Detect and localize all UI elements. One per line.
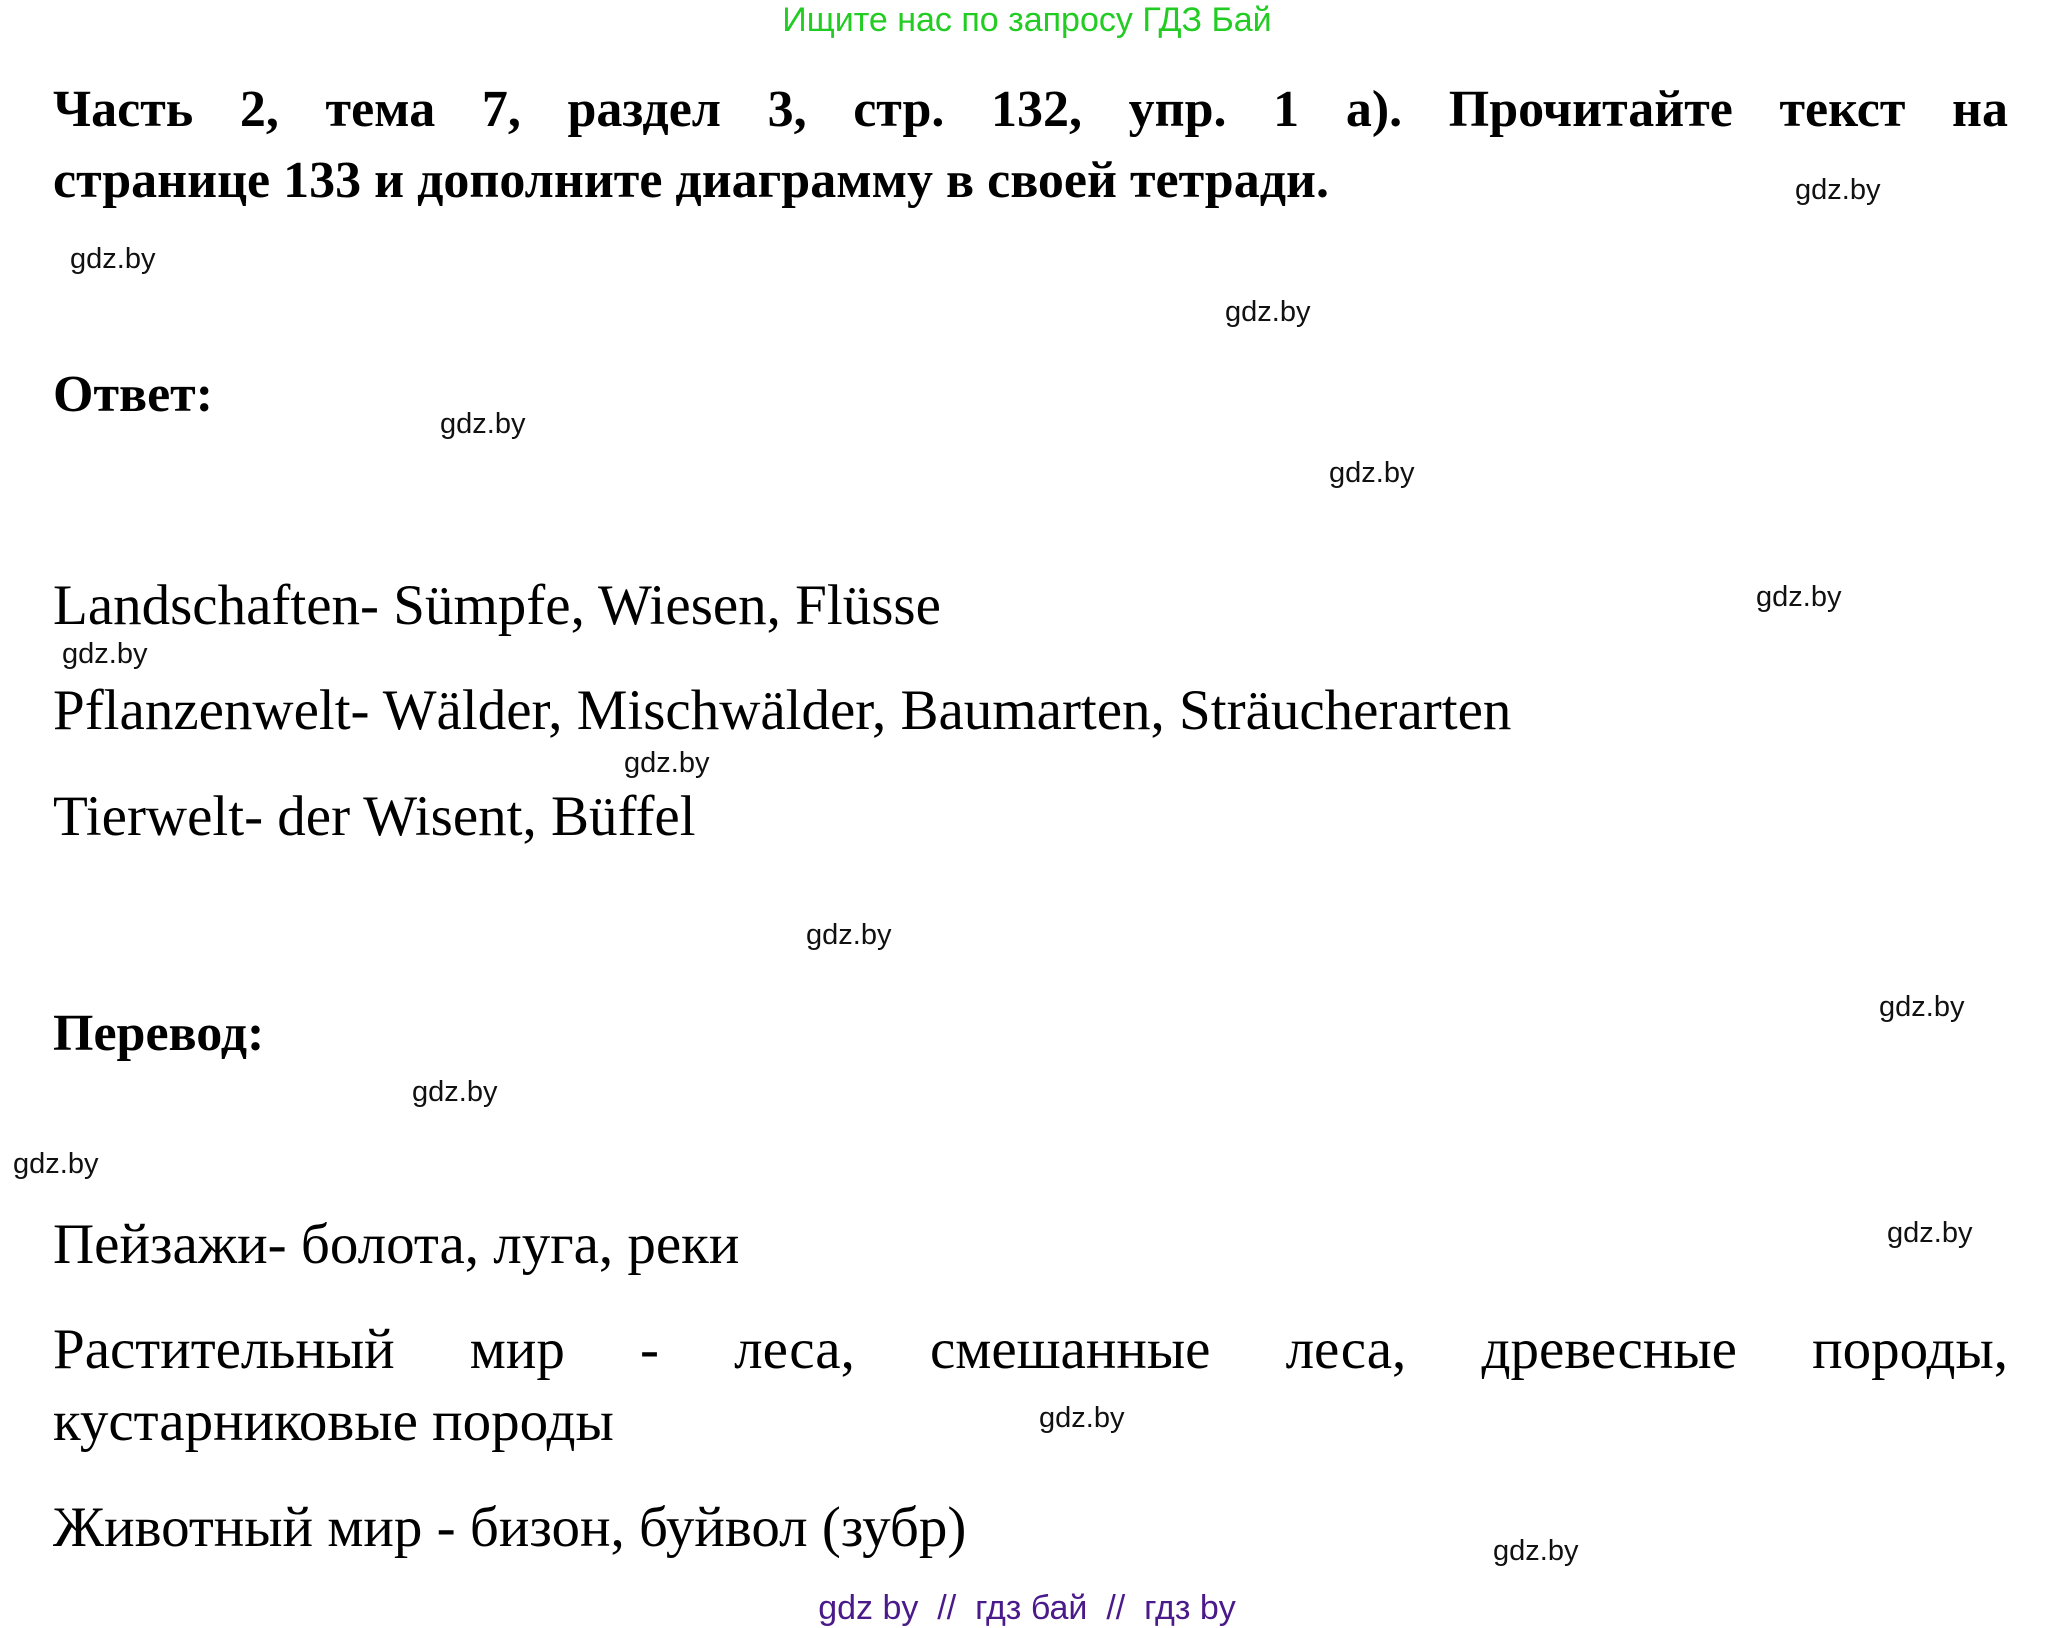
watermark: gdz.by bbox=[70, 243, 156, 275]
watermark: gdz.by bbox=[1756, 581, 1842, 613]
answer-line: Landschaften- Sümpfe, Wiesen, Flüsse bbox=[53, 574, 941, 637]
watermark: gdz.by bbox=[62, 638, 148, 670]
watermark: gdz.by bbox=[1039, 1402, 1125, 1434]
translation-line: Животный мир - бизон, буйвол (зубр) bbox=[53, 1496, 967, 1559]
search-hint-banner: Ищите нас по запросу ГДЗ Бай bbox=[782, 1, 1272, 39]
answer-heading: Ответ: bbox=[53, 366, 214, 423]
watermark: gdz.by bbox=[1887, 1217, 1973, 1249]
answer-line: Pflanzenwelt- Wälder, Mischwälder, Baumarten, Sträucherarten bbox=[53, 679, 1512, 742]
footer-links: gdz by // гдз бай // гдз by bbox=[818, 1589, 1236, 1627]
translation-heading: Перевод: bbox=[53, 1005, 265, 1062]
translation-line: Пейзажи- болота, луга, реки bbox=[53, 1213, 740, 1276]
watermark: gdz.by bbox=[1493, 1535, 1579, 1567]
task-title-line-1: Часть 2, тема 7, раздел 3, стр. 132, упр. 1 а). Прочитайте текст на bbox=[53, 81, 2008, 138]
watermark: gdz.by bbox=[1225, 296, 1311, 328]
task-title-line-2: странице 133 и дополните диаграмму в своей тетради. bbox=[53, 152, 1329, 209]
watermark: gdz.by bbox=[1879, 991, 1965, 1023]
watermark: gdz.by bbox=[412, 1076, 498, 1108]
watermark: gdz.by bbox=[1329, 457, 1415, 489]
translation-line: кустарниковые породы bbox=[53, 1390, 614, 1453]
answer-line: Tierwelt- der Wisent, Büffel bbox=[53, 785, 696, 848]
watermark: gdz.by bbox=[1795, 174, 1881, 206]
watermark: gdz.by bbox=[440, 408, 526, 440]
watermark: gdz.by bbox=[624, 747, 710, 779]
watermark: gdz.by bbox=[13, 1148, 99, 1180]
translation-line: Растительный мир - леса, смешанные леса, древесные породы, bbox=[53, 1318, 2008, 1381]
watermark: gdz.by bbox=[806, 919, 892, 951]
